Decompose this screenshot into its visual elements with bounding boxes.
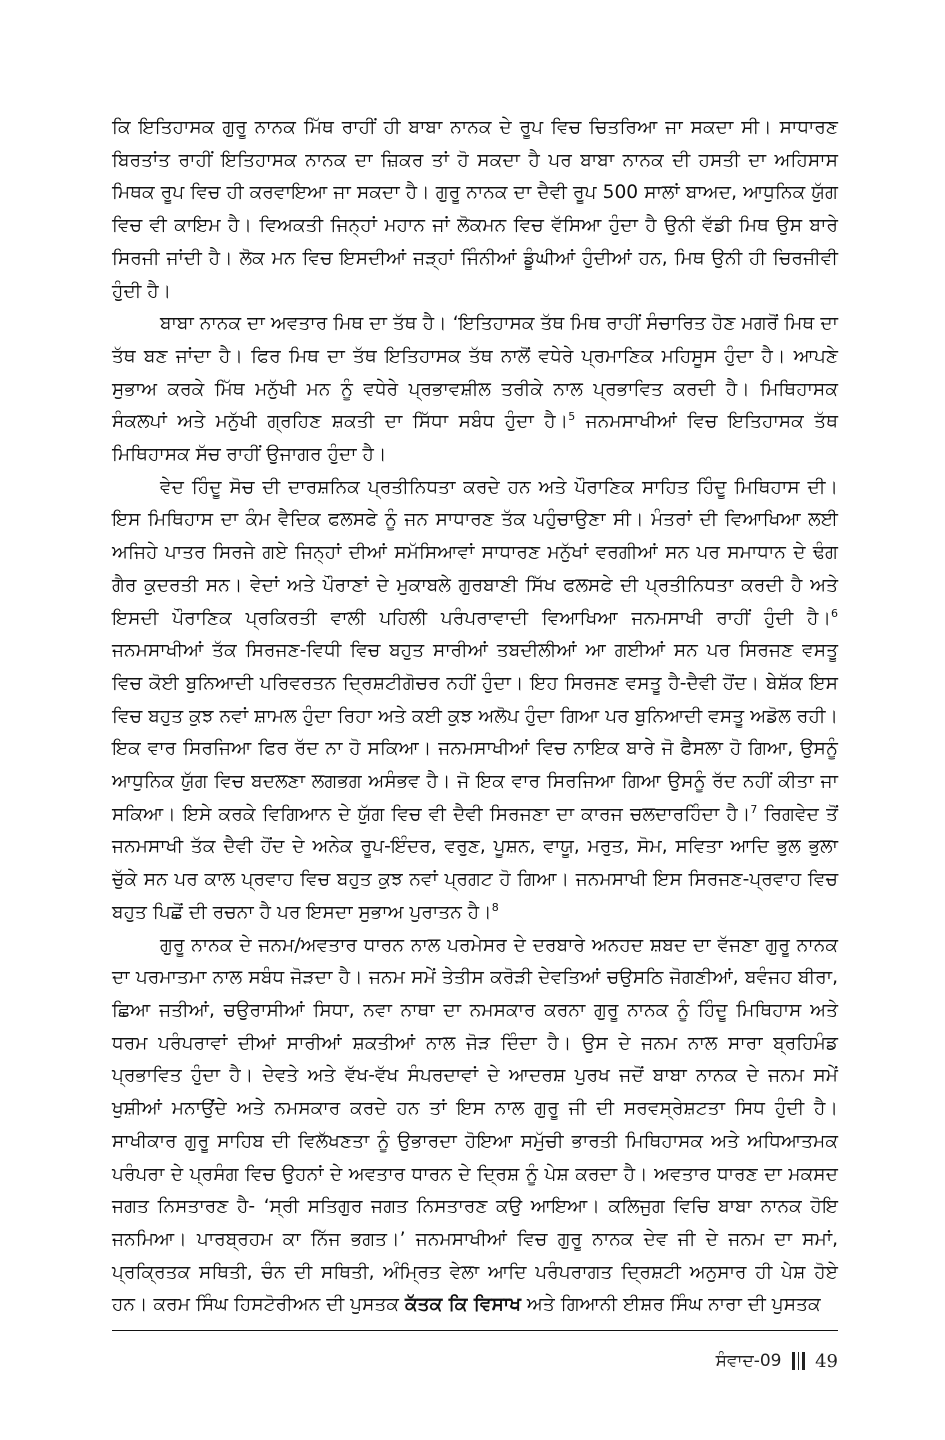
text-run: ਕਿ ਇਤਿਹਾਸਕ ਗੁਰੂ ਨਾਨਕ ਮਿੱਥ ਰਾਹੀਂ ਹੀ ਬਾਬਾ ਨਾਨਕ ਦੇ ਰੂਪ ਵਿਚ ਚਿਤਰਿਆ ਜਾ ਸਕਦਾ ਸੀ। ਸਾਧਾਰਣ ਬਿਰਤਾਂਤ ਰਾਹੀਂ ਇਤਿਹਾਸਕ ਨਾਨਕ ਦਾ ਜ਼ਿਕਰ ਤਾਂ ਹੋ ਸਕਦਾ ਹੈ ਪਰ ਬਾਬਾ ਨਾਨਕ ਦੀ ਹਸਤੀ ਦਾ ਅਹਿਸਾਸ ਮਿਥਕ ਰੂਪ ਵਿਚ ਹੀ ਕਰਵਾਇਆ ਜਾ ਸਕਦਾ ਹੈ। ਗੁਰੂ ਨਾਨਕ ਦਾ ਦੈਵੀ ਰੂਪ 500 ਸਾਲਾਂ ਬਾਅਦ, ਆਧੁਨਿਕ ਯੁੱਗ ਵਿਚ ਵੀ ਕਾਇਮ ਹੈ। ਵਿਅਕਤੀ ਜਿਨ੍ਹਾਂ ਮਹਾਨ ਜਾਂ ਲੋਕਮਨ ਵਿਚ ਵੱਸਿਆ ਹੁੰਦਾ ਹੈ ਉਨੀ ਵੱਡੀ ਮਿਥ ਉਸ ਬਾਰੇ ਸਿਰਜੀ ਜਾਂਦੀ ਹੈ। ਲੋਕ ਮਨ ਵਿਚ ਇਸਦੀਆਂ ਜੜ੍ਹਾਂ ਜਿੰਨੀਆਂ ਡੂੰਘੀਆਂ ਹੁੰਦੀਆਂ ਹਨ, ਮਿਥ ਉਨੀ ਹੀ ਚਿਰਜੀਵੀ ਹੁੰਦੀ ਹੈ। [112, 117, 838, 302]
paragraph [112, 930, 838, 1322]
footnote-ref: 7 [750, 802, 758, 816]
separator-bars-icon [792, 1352, 806, 1370]
text-run: ਗੁਰੂ ਨਾਨਕ ਦੇ ਜਨਮ/ਅਵਤਾਰ ਧਾਰਨ ਨਾਲ ਪਰਮੇਸਰ ਦੇ ਦਰਬਾਰੇ ਅਨਹਦ ਸ਼ਬਦ ਦਾ ਵੱਜਣਾ ਗੁਰੂ ਨਾਨਕ ਦਾ ਪਰਮਾਤਮਾ ਨਾਲ ਸਬੰਧ ਜੋੜਦਾ ਹੈ। ਜਨਮ ਸਮੇਂ ਤੇਤੀਸ ਕਰੋੜੀ ਦੇਵਤਿਆਂ ਚਉਸਠਿ ਜੋਗਣੀਆਂ, ਬਵੰਜਹ ਬੀਰਾ, ਛਿਆ ਜਤੀਆਂ, ਚਉਰਾਸੀਆਂ ਸਿਧਾ, ਨਵਾ ਨਾਥਾ ਦਾ ਨਮਸਕਾਰ ਕਰਨਾ ਗੁਰੂ ਨਾਨਕ ਨੂੰ ਹਿੰਦੂ ਮਿਥਿਹਾਸ ਅਤੇ ਧਰਮ ਪਰੰਪਰਾਵਾਂ ਦੀਆਂ ਸਾਰੀਆਂ ਸ਼ਕਤੀਆਂ ਨਾਲ ਜੋੜ ਦਿੰਦਾ ਹੈ। ਉਸ ਦੇ ਜਨਮ ਨਾਲ ਸਾਰਾ ਬ੍ਰਹਿਮੰਡ ਪ੍ਰਭਾਵਿਤ ਹੁੰਦਾ ਹੈ। ਦੇਵਤੇ ਅਤੇ ਵੱਖ-ਵੱਖ ਸੰਪਰਦਾਵਾਂ ਦੇ ਆਦਰਸ਼ ਪੁਰਖ ਜਦੋਂ ਬਾਬਾ ਨਾਨਕ ਦੇ ਜਨਮ ਸਮੇਂ ਖੁਸ਼ੀਆਂ ਮਨਾਉਂਦੇ ਅਤੇ ਨਮਸਕਾਰ ਕਰਦੇ ਹਨ ਤਾਂ ਇਸ ਨਾਲ ਗੁਰੂ ਜੀ ਦੀ ਸਰਵਸ੍ਰੇਸ਼ਟਤਾ ਸਿਧ ਹੁੰਦੀ ਹੈ। ਸਾਖੀਕਾਰ ਗੁਰੂ ਸਾਹਿਬ ਦੀ ਵਿਲੱਖਣਤਾ ਨੂੰ ਉਭਾਰਦਾ ਹੋਇਆ ਸਮੁੱਚੀ ਭਾਰਤੀ ਮਿਥਿਹਾਸਕ ਅਤੇ ਅਧਿਆਤਮਕ ਪਰੰਪਰਾ ਦੇ ਪ੍ਰਸੰਗ ਵਿਚ ਉਹਨਾਂ ਦੇ ਅਵਤਾਰ ਧਾਰਨ ਦੇ ਦ੍ਰਿਸ਼ ਨੂੰ ਪੇਸ਼ ਕਰਦਾ ਹੈ। ਅਵਤਾਰ ਧਾਰਣ ਦਾ ਮਕਸਦ ਜਗਤ ਨਿਸਤਾਰਣ ਹੈ- ‘ਸ੍ਰੀ ਸਤਿਗੁਰ ਜਗਤ ਨਿਸਤਾਰਣ ਕਉ ਆਇਆ। ਕਲਿਜੁਗ ਵਿਚਿ ਬਾਬਾ ਨਾਨਕ ਹੋਇ ਜਨਮਿਆ। ਪਾਰਬ੍ਰਹਮ ਕਾ ਨਿੱਜ ਭਗਤ।’ ਜਨਮਸਾਖੀਆਂ ਵਿਚ ਗੁਰੂ ਨਾਨਕ ਦੇਵ ਜੀ ਦੇ ਜਨਮ ਦਾ ਸਮਾਂ, ਪ੍ਰਕ੍ਰਿਤਕ ਸਥਿਤੀ, ਚੰਨ ਦੀ ਸਥਿਤੀ, ਅੰਮ੍ਰਿਤ ਵੇਲਾ ਆਦਿ ਪਰੰਪਰਾਗਤ ਦ੍ਰਿਸ਼ਟੀ ਅਨੁਸਾਰ ਹੀ ਪੇਸ਼ ਹੋਏ ਹਨ। ਕਰਮ ਸਿੰਘ ਹਿਸਟੋਰੀਅਨ ਦੀ ਪੁਸਤਕ [112, 934, 838, 1316]
text-run: ਅਤੇ ਗਿਆਨੀ ਈਸ਼ਰ ਸਿੰਘ ਨਾਰਾ ਦੀ ਪੁਸਤਕ [521, 1294, 821, 1316]
article-text [112, 112, 838, 1322]
paragraph [112, 112, 838, 308]
text-run: ਬਾਬਾ ਨਾਨਕ ਦਾ ਅਵਤਾਰ ਮਿਥ ਦਾ ਤੱਥ ਹੈ। ‘ਇਤਿਹਾਸਕ ਤੱਥ ਮਿਥ ਰਾਹੀਂ ਸੰਚਾਰਿਤ ਹੋਣ ਮਗਰੋਂ ਮਿਥ ਦਾ ਤੱਥ ਬਣ ਜਾਂਦਾ ਹੈ। ਫਿਰ ਮਿਥ ਦਾ ਤੱਥ ਇਤਿਹਾਸਕ ਤੱਥ ਨਾਲੋਂ ਵਧੇਰੇ ਪ੍ਰਮਾਣਿਕ ਮਹਿਸੂਸ ਹੁੰਦਾ ਹੈ। ਆਪਣੇ ਸੁਭਾਅ ਕਰਕੇ ਮਿੱਥ ਮਨੁੱਖੀ ਮਨ ਨੂੰ ਵਧੇਰੇ ਪ੍ਰਭਾਵਸ਼ੀਲ ਤਰੀਕੇ ਨਾਲ ਪ੍ਰਭਾਵਿਤ ਕਰਦੀ ਹੈ। ਮਿਥਿਹਾਸਕ ਸੰਕਲਪਾਂ ਅਤੇ ਮਨੁੱਖੀ ਗ੍ਰਹਿਣ ਸ਼ਕਤੀ ਦਾ ਸਿੱਧਾ ਸਬੰਧ ਹੁੰਦਾ ਹੈ। [112, 313, 838, 433]
text-run: ਜਨਮਸਾਖੀਆਂ ਵਿਚ ਇਤਿਹਾਸਕ ਤੱਥ ਮਿਥਿਹਾਸਕ ਸੱਚ ਰਾਹੀਂ ਉਜਾਗਰ ਹੁੰਦਾ ਹੈ। [112, 411, 838, 466]
footer-rule [112, 1330, 838, 1331]
text-run: ਜਨਮਸਾਖੀਆਂ ਤੱਕ ਸਿਰਜਣ-ਵਿਧੀ ਵਿਚ ਬਹੁਤ ਸਾਰੀਆਂ ਤਬਦੀਲੀਆਂ ਆ ਗਈਆਂ ਸਨ ਪਰ ਸਿਰਜਣ ਵਸਤੂ ਵਿਚ ਕੋਈ ਬੁਨਿਆਦੀ ਪਰਿਵਰਤਨ ਦ੍ਰਿਸ਼ਟੀਗੋਚਰ ਨਹੀਂ ਹੁੰਦਾ। ਇਹ ਸਿਰਜਣ ਵਸਤੂ ਹੈ-ਦੈਵੀ ਹੋਂਦ। ਬੇਸ਼ੱਕ ਇਸ ਵਿਚ ਬਹੁਤ ਕੁਝ ਨਵਾਂ ਸ਼ਾਮਲ ਹੁੰਦਾ ਰਿਹਾ ਅਤੇ ਕਈ ਕੁਝ ਅਲੋਪ ਹੁੰਦਾ ਗਿਆ ਪਰ ਬੁਨਿਆਦੀ ਵਸਤੂ ਅਡੋਲ ਰਹੀ। ਇਕ ਵਾਰ ਸਿਰਜਿਆ ਫਿਰ ਰੱਦ ਨਾ ਹੋ ਸਕਿਆ। ਜਨਮਸਾਖੀਆਂ ਵਿਚ ਨਾਇਕ ਬਾਰੇ ਜੋ ਫੈਸਲਾ ਹੋ ਗਿਆ, ਉਸਨੂੰ ਆਧੁਨਿਕ ਯੁੱਗ ਵਿਚ ਬਦਲਣਾ ਲਗਭਗ ਅਸੰਭਵ ਹੈ। ਜੋ ਇਕ ਵਾਰ ਸਿਰਜਿਆ ਗਿਆ ਉਸਨੂੰ ਰੱਦ ਨਹੀਂ ਕੀਤਾ ਜਾ ਸਕਿਆ। ਇਸੇ ਕਰਕੇ ਵਿਗਿਆਨ ਦੇ ਯੁੱਗ ਵਿਚ ਵੀ ਦੈਵੀ ਸਿਰਜਣਾ ਦਾ ਕਾਰਜ ਚਲਦਾਰਹਿੰਦਾ ਹੈ। [112, 640, 838, 825]
footnote-ref: 6 [831, 606, 838, 620]
page-footer [716, 1344, 838, 1378]
paragraph [112, 472, 838, 930]
book-title: ਕੱਤਕ ਕਿ ਵਿਸਾਖ [405, 1294, 521, 1316]
footnote-ref: 8 [491, 900, 499, 914]
journal-name: ਸੰਵਾਦ-09 [715, 1351, 782, 1371]
text-run: ਵੇਦ ਹਿੰਦੂ ਸੋਚ ਦੀ ਦਾਰਸ਼ਨਿਕ ਪ੍ਰਤੀਨਿਧਤਾ ਕਰਦੇ ਹਨ ਅਤੇ ਪੌਰਾਣਿਕ ਸਾਹਿਤ ਹਿੰਦੂ ਮਿਥਿਹਾਸ ਦੀ। ਇਸ ਮਿਥਿਹਾਸ ਦਾ ਕੰਮ ਵੈਦਿਕ ਫਲਸਫੇ ਨੂੰ ਜਨ ਸਾਧਾਰਣ ਤੱਕ ਪਹੁੰਚਾਉਣਾ ਸੀ। ਮੰਤਰਾਂ ਦੀ ਵਿਆਖਿਆ ਲਈ ਅਜਿਹੇ ਪਾਤਰ ਸਿਰਜੇ ਗਏ ਜਿਨ੍ਹਾਂ ਦੀਆਂ ਸਮੱਸਿਆਵਾਂ ਸਾਧਾਰਣ ਮਨੁੱਖਾਂ ਵਰਗੀਆਂ ਸਨ ਪਰ ਸਮਾਧਾਨ ਦੇ ਢੰਗ ਗੈਰ ਕੁਦਰਤੀ ਸਨ। ਵੇਦਾਂ ਅਤੇ ਪੌਰਾਣਾਂ ਦੇ ਮੁਕਾਬਲੇ ਗੁਰਬਾਣੀ ਸਿੱਖ ਫਲਸਫੇ ਦੀ ਪ੍ਰਤੀਨਿਧਤਾ ਕਰਦੀ ਹੈ ਅਤੇ ਇਸਦੀ ਪੌਰਾਣਿਕ ਪ੍ਰਕਿਰਤੀ ਵਾਲੀ ਪਹਿਲੀ ਪਰੰਪਰਾਵਾਦੀ ਵਿਆਖਿਆ ਜਨਮਸਾਖੀ ਰਾਹੀਂ ਹੁੰਦੀ ਹੈ। [112, 476, 838, 629]
paragraph [112, 308, 838, 472]
footnote-ref: 5 [568, 410, 576, 424]
text-run: ਰਿਗਵੇਦ ਤੋਂ ਜਨਮਸਾਖੀ ਤੱਕ ਦੈਵੀ ਹੋਂਦ ਦੇ ਅਨੇਕ ਰੂਪ-ਇੰਦਰ, ਵਰੁਣ, ਪੂਸ਼ਨ, ਵਾਯੂ, ਮਰੁਤ, ਸੋਮ, ਸਵਿਤਾ ਆਦਿ ਭੁਲ ਭੁਲਾ ਚੁੱਕੇ ਸਨ ਪਰ ਕਾਲ ਪ੍ਰਵਾਹ ਵਿਚ ਬਹੁਤ ਕੁਝ ਨਵਾਂ ਪ੍ਰਗਟ ਹੋ ਗਿਆ। ਜਨਮਸਾਖੀ ਇਸ ਸਿਰਜਣ-ਪ੍ਰਵਾਹ ਵਿਚ ਬਹੁਤ ਪਿਛੋਂ ਦੀ ਰਚਨਾ ਹੈ ਪਰ ਇਸਦਾ ਸੁਭਾਅ ਪੁਰਾਤਨ ਹੈ। [112, 803, 838, 923]
page-number: 49 [815, 1350, 838, 1372]
page-body [112, 112, 838, 1332]
